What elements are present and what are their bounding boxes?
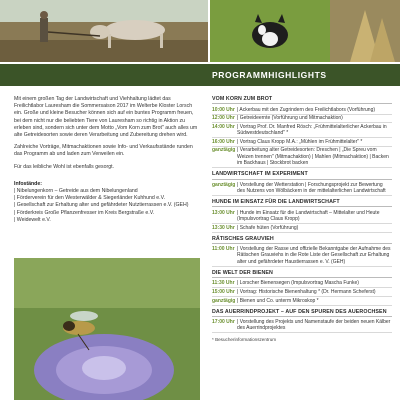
schedule-time: 14:00 Uhr [212, 123, 235, 130]
schedule-time: 10:00 Uhr [212, 106, 235, 113]
schedule-time: 11:30 Uhr [212, 280, 235, 287]
schedule-description: | Vorstellung der Wetterstation | Forschungsprojekt zur Bewertung des Nutzens von Wölbäckern in der mittelalterlichen Landwirtschaft [237, 181, 386, 194]
photo-bee-on-flower [14, 258, 200, 400]
schedule-row [212, 318, 392, 333]
schedule-row [212, 297, 392, 306]
info-stand-item: | Förderkreis Große Pflanzenfresser im Kreis Bergstraße e.V. [14, 209, 155, 216]
schedule-row [212, 224, 392, 233]
schedule-row [212, 181, 392, 196]
section-title: VOM KORN ZUM BROT [212, 96, 392, 104]
section-banner [0, 64, 400, 86]
schedule-description: | Verarbeitung alter Getreidesorten: Dreschen | „Die Spreu vom Weizen trennen" (Mitmachaktion) | Mahlen (Mitmachaktion) | Backen im Backhaus | Stockbrot backen [237, 147, 389, 167]
schedule-time: 13:00 Uhr [212, 209, 235, 216]
info-stands-heading: Infostände: [14, 180, 42, 187]
program-column [212, 96, 392, 344]
intro-paragraph: Mit einem großen Tag der Landwirtschaft und Viehhaltung lädtet das Freilichtlabor Lauresham die Sommersaison 2017 im Welterbe Kloster Lorsch ein. Große und kleine Besucher können sich auf ein buntes Programm freuen, bei dem nicht nur die beliebten Tiere von Lauresham so richtig in Aktion zu erleben sind, sondern sich unter dem Motto „Vom Korn zum Brot" auch alles um alte Getreidesorten sowie deren Verarbeitung und Zubereitung drehen wird. [14, 96, 198, 139]
schedule-time: 17:00 Uhr [212, 319, 235, 325]
program-section [212, 270, 392, 306]
schedule-row [212, 147, 392, 168]
program-section [212, 309, 392, 334]
schedule-row [212, 245, 392, 266]
schedule-description: | Ackerbau mit den Zugrindern des Freilichtlabors (Vorführung) [237, 106, 376, 113]
info-stand-item: | Gesellschaft zur Erhaltung alter und gefährdeter Nutztierrassen e.V. (GEH) [14, 202, 189, 209]
program-section [212, 96, 392, 168]
schedule-time: ganztägig [212, 297, 236, 304]
section-title: DIE WELT DER BIENEN [212, 270, 392, 278]
schedule-description: | Hunde im Einsatz für die Landwirtschaft – Mittelalter und Heute (Impulsvortrag Claus Kropp) [237, 209, 380, 222]
intro-column [14, 96, 198, 224]
schedule-description: | Vortrag Claus Kropp M.A.: „Mühlen im Frühmittelalter" * [237, 138, 363, 145]
schedule-description: | Vortrag Prof. Dr. Manfred Rösch: „Frühmittelalterlicher Ackerbau in Südwestdeutschland" * [237, 123, 387, 137]
schedule-description: | Lorscher Bienensegen (Impulsvortrag Mascha Funke) [237, 280, 359, 287]
section-title: DAS AUERRINDPROJEKT – AUF DEN SPUREN DES AUEROCHSEN [212, 309, 392, 317]
intro-paragraph-2: Zahlreiche Vorträge, Mitmachaktionen sowie Info- und Verkaufsstände runden das Programm ab und laden zum Verweilen ein. [14, 144, 193, 158]
program-section [212, 171, 392, 196]
section-title: HUNDE IM EINSATZ FÜR DIE LANDWIRTSCHAFT [212, 199, 392, 207]
program-section [212, 236, 392, 267]
schedule-time: ganztägig [212, 181, 236, 188]
schedule-time: 16:00 Uhr [212, 138, 235, 145]
schedule-description: | Getreideernte (Vorführung und Mitmachaktion) [237, 115, 343, 122]
intro-paragraph-3: Für das leibliche Wohl ist ebenfalls gesorgt. [14, 163, 114, 170]
schedule-row [212, 288, 392, 297]
schedule-row [212, 106, 392, 115]
schedule-description: | Bienen und Co. unterm Mikroskop * [237, 297, 319, 304]
program-section [212, 199, 392, 233]
schedule-time: 11:00 Uhr [212, 246, 235, 252]
banner-title: PROGRAMMHIGHLIGHTS [212, 70, 327, 80]
schedule-row [212, 123, 392, 138]
info-stand-item: | Nibelungenkorn – Getreide aus dem Nibelungenland [14, 188, 138, 195]
schedule-row [212, 280, 392, 289]
schedule-row [212, 138, 392, 147]
section-title: LANDWIRTSCHAFT IM EXPERIMENT [212, 171, 392, 179]
schedule-description: | Schafe hüten (Vorführung) [237, 224, 299, 231]
schedule-time: 13:30 Uhr [212, 224, 235, 231]
photo-dog-and-sheaves [210, 0, 400, 62]
schedule-description: | Vortrag: Historische Bienenhaltung * (Dr. Hermann Scheferst) [237, 288, 376, 295]
info-stand-item: | Förderverein für den Westerwälder & Siegerländer Kuhhund e.V. [14, 195, 166, 202]
info-stands-list [14, 188, 198, 224]
schedule-description: | Vorstellung der Rasse und offizielle Bekanntgabe der Aufnahme des Rätischen Grauviehs in die Rote Liste der Gesellschaft zur Erhaltung alter und gefährdeter Haustierrassen e. V. (GEH) [237, 246, 391, 265]
section-title: RÄTISCHES GRAUVIEH [212, 236, 392, 244]
schedule-row [212, 115, 392, 124]
schedule-time: 15:00 Uhr [212, 288, 235, 295]
footnote: * Besucherinformationszentrum [212, 337, 277, 343]
schedule-row [212, 209, 392, 224]
schedule-time: 12:00 Uhr [212, 115, 235, 122]
schedule-description: | Vorstellung des Projekts und Namenstaufe der beiden neuen Kälber des Auerrindprojektes [237, 319, 391, 332]
info-stand-item: | Weidewelt e.V. [14, 216, 51, 223]
schedule-time: ganztägig [212, 147, 236, 154]
photo-oxen-plowing [0, 0, 208, 62]
